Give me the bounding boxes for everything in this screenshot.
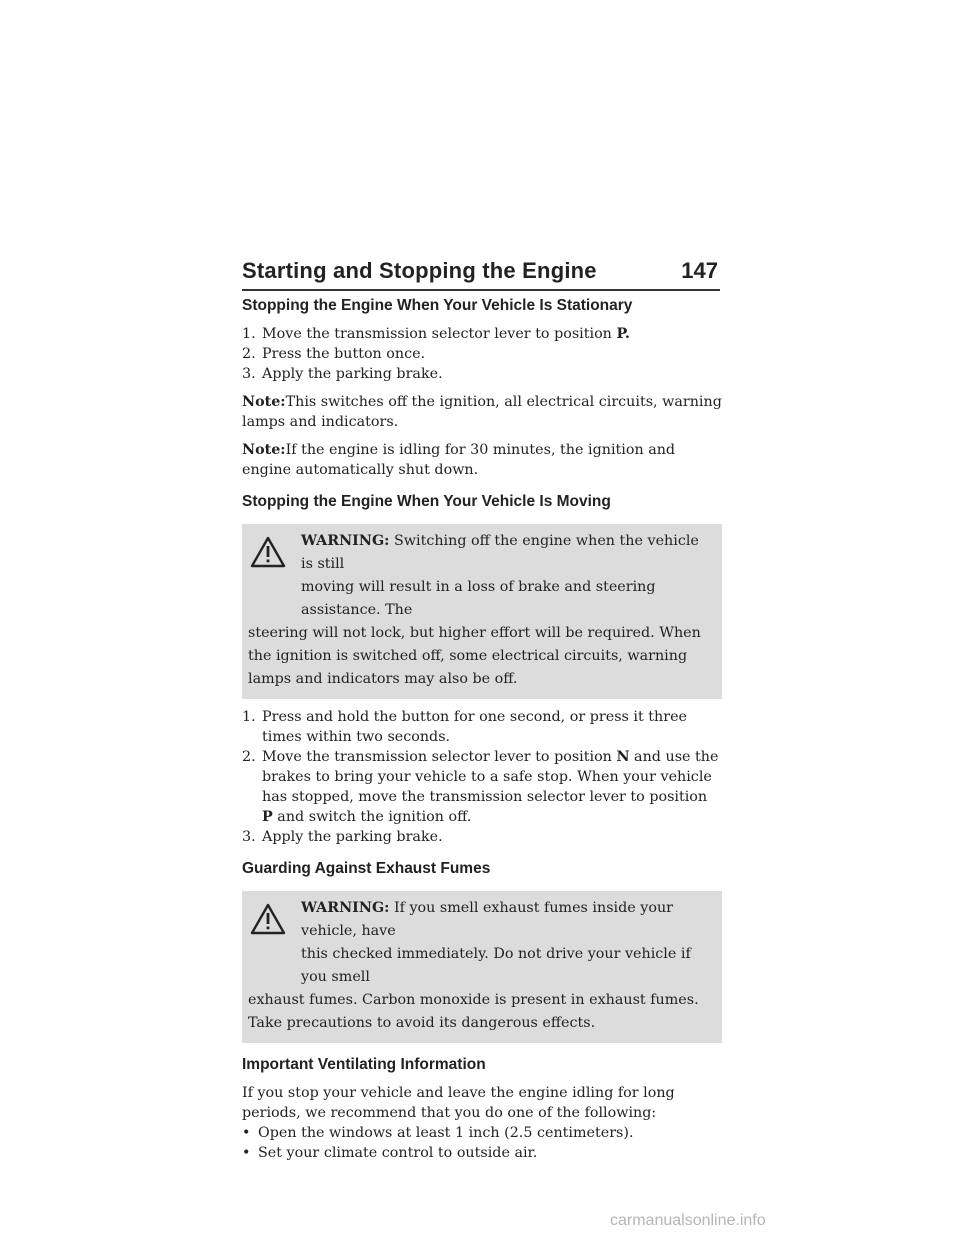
bullet-icon: • xyxy=(242,1125,251,1141)
step-item: 3. Apply the parking brake. xyxy=(242,829,443,845)
page-content xyxy=(242,296,722,1163)
warning-box-exhaust: WARNING: If you smell exhaust fumes inside your vehicle, have this checked immediately. Do not drive your vehicle if you smell exhaust fumes. Carbon monoxide is present in exhaust fumes. Take precautions to avoid its dangerous effects. xyxy=(242,891,722,1043)
step-item: 1. Press and hold the button for one second, or press it three times within two seconds. xyxy=(242,709,687,745)
warning-box-moving: WARNING: Switching off the engine when the vehicle is still moving will result in a loss of brake and steering assistance. The steering will not lock, but higher effort will be required. When the ignition is switched off, some electrical circuits, warning lamps and indicators may also be off. xyxy=(242,524,722,699)
page-number: 147 xyxy=(681,258,718,283)
header-rule xyxy=(242,289,720,291)
section-heading-ventilating: Important Ventilating Information xyxy=(242,1056,486,1073)
page-title: Starting and Stopping the Engine xyxy=(242,258,597,283)
steps-stationary xyxy=(242,324,722,384)
page-header xyxy=(242,258,720,300)
step-item: 2. Move the transmission selector lever to position N and use the brakes to bring your vehicle to a safe stop. When your vehicle has stopped, move the transmission selector lever to position P and switch the ignition off. xyxy=(242,749,719,825)
warning-label: WARNING: xyxy=(301,533,390,549)
note: Note:This switches off the ignition, all electrical circuits, warning lamps and indicators. xyxy=(242,394,722,430)
warning-triangle-icon xyxy=(250,903,286,935)
section-heading-moving: Stopping the Engine When Your Vehicle Is Moving xyxy=(242,493,611,510)
warning-triangle-icon xyxy=(250,536,286,568)
watermark: carmanualsonline.info xyxy=(610,1212,766,1229)
bullet-list xyxy=(242,1123,722,1163)
bullet-icon: • xyxy=(242,1145,251,1161)
warning-label: WARNING: xyxy=(301,900,390,916)
step-item: 2. Press the button once. xyxy=(242,346,426,362)
list-item: • Open the windows at least 1 inch (2.5 centimeters). xyxy=(242,1125,634,1141)
list-item: • Set your climate control to outside air. xyxy=(242,1145,538,1161)
step-item: 1. Move the transmission selector lever to position P. xyxy=(242,326,630,342)
steps-moving xyxy=(242,707,722,847)
section-heading-stationary: Stopping the Engine When Your Vehicle Is Stationary xyxy=(242,297,633,314)
note: Note:If the engine is idling for 30 minutes, the ignition and engine automatically shut down. xyxy=(242,442,676,478)
section-heading-exhaust: Guarding Against Exhaust Fumes xyxy=(242,860,491,877)
step-item: 3. Apply the parking brake. xyxy=(242,366,443,382)
ventilating-intro: If you stop your vehicle and leave the engine idling for long periods, we recommend that you do one of the following: xyxy=(242,1085,675,1121)
